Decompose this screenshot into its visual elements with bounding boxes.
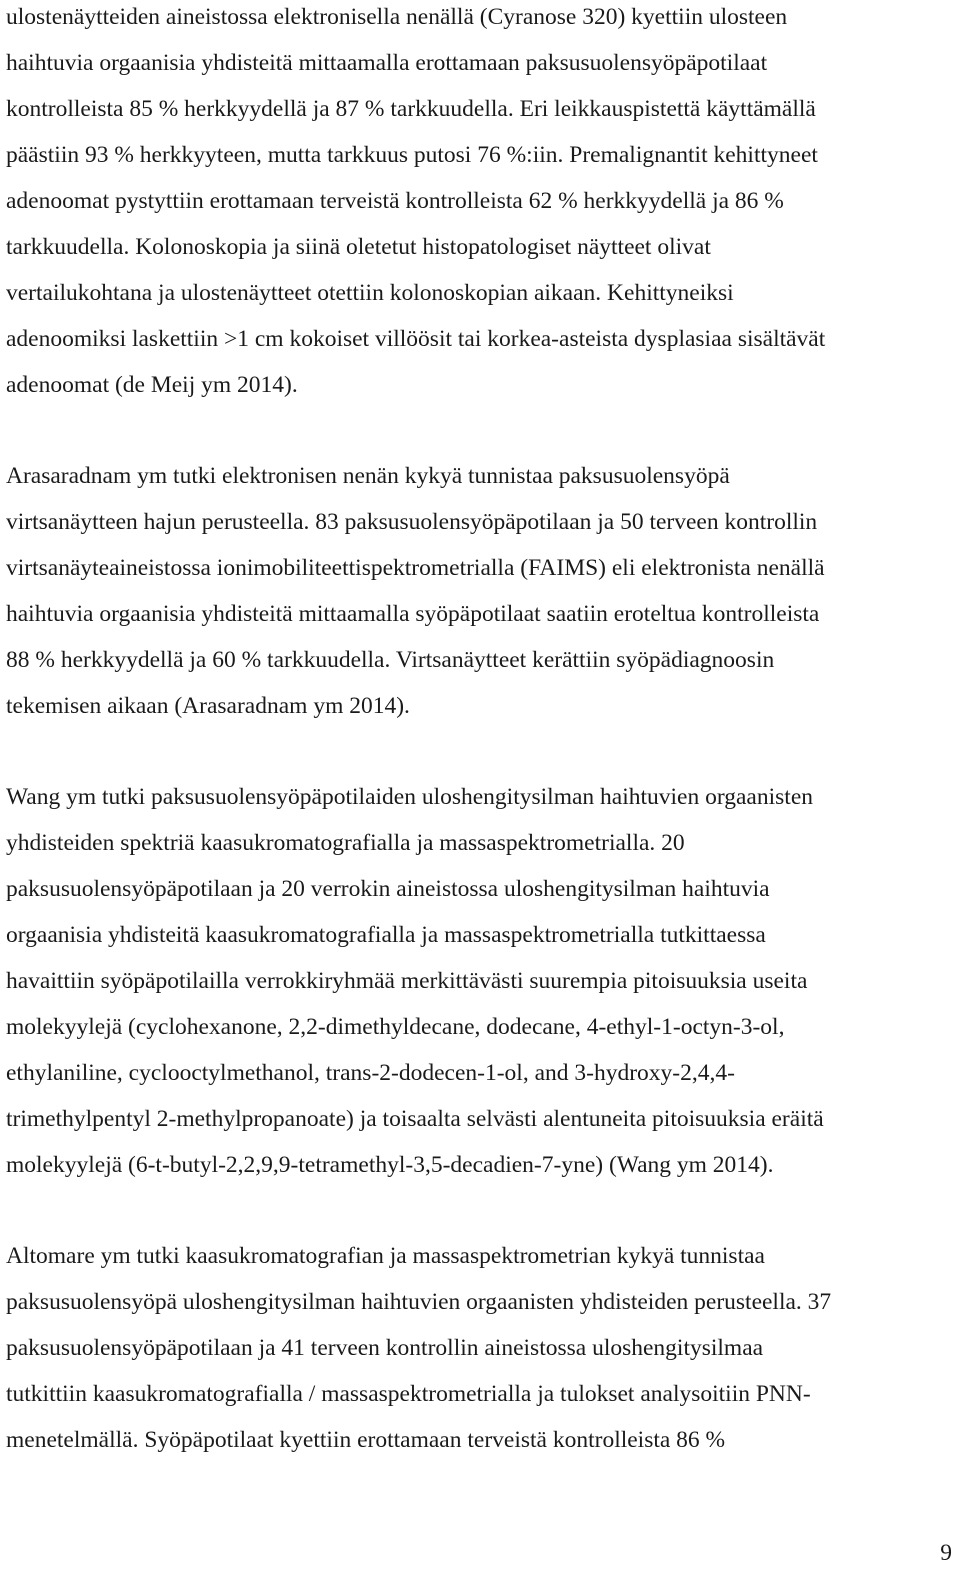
- text-line: Altomare ym tutki kaasukromatografian ja massaspektrometrian kykyä tunnistaa: [6, 1243, 765, 1269]
- text-line: päästiin 93 % herkkyyteen, mutta tarkkuus putosi 76 %:iin. Premalignantit kehittyneet: [6, 142, 818, 168]
- text-line: menetelmällä. Syöpäpotilaat kyettiin erottamaan terveistä kontrolleista 86 %: [6, 1427, 726, 1453]
- text-line: molekyylejä (6-t-butyl-2,2,9,9-tetramethyl-3,5-decadien-7-yne) (Wang ym 2014).: [6, 1152, 774, 1178]
- text-line: virtsanäyteaineistossa ionimobiliteettispektrometrialla (FAIMS) eli elektronista nenällä: [6, 555, 825, 581]
- text-line: ethylaniline, cyclooctylmethanol, trans-2-dodecen-1-ol, and 3-hydroxy-2,4,4-: [6, 1060, 735, 1086]
- text-line: adenoomat pystyttiin erottamaan terveistä kontrolleista 62 % herkkyydellä ja 86 %: [6, 188, 784, 214]
- text-line: havaittiin syöpäpotilailla verrokkiryhmää merkittävästi suurempia pitoisuuksia useita: [6, 968, 808, 994]
- text-line: trimethylpentyl 2-methylpropanoate) ja toisaalta selvästi alentuneita pitoisuuksia eräitä: [6, 1106, 824, 1132]
- text-line: molekyylejä (cyclohexanone, 2,2-dimethyldecane, dodecane, 4-ethyl-1-octyn-3-ol,: [6, 1014, 785, 1040]
- text-line: Arasaradnam ym tutki elektronisen nenän kykyä tunnistaa paksusuolensyöpä: [6, 463, 730, 489]
- text-line: adenoomiksi laskettiin >1 cm kokoiset villöösit tai korkea-asteista dysplasiaa sisältävät: [6, 326, 826, 352]
- text-line: paksusuolensyöpäpotilaan ja 41 terveen kontrollin aineistossa uloshengitysilmaa: [6, 1335, 764, 1361]
- text-line: adenoomat (de Meij ym 2014).: [6, 372, 298, 398]
- text-line: kontrolleista 85 % herkkyydellä ja 87 % tarkkuudella. Eri leikkauspistettä käyttämällä: [6, 96, 816, 122]
- text-line: virtsanäytteen hajun perusteella. 83 paksusuolensyöpäpotilaan ja 50 terveen kontrollin: [6, 509, 818, 535]
- text-line: paksusuolensyöpäpotilaan ja 20 verrokin aineistossa uloshengitysilman haihtuvia: [6, 876, 770, 902]
- text-line: tekemisen aikaan (Arasaradnam ym 2014).: [6, 693, 410, 719]
- text-line: tarkkuudella. Kolonoskopia ja siinä oletetut histopatologiset näytteet olivat: [6, 234, 711, 260]
- text-line: ulostenäytteiden aineistossa elektronisella nenällä (Cyranose 320) kyettiin ulosteen: [6, 4, 788, 30]
- text-line: tutkittiin kaasukromatografialla / massaspektrometrialla ja tulokset analysoitiin PNN-: [6, 1381, 811, 1407]
- text-line: vertailukohtana ja ulostenäytteet otettiin kolonoskopian aikaan. Kehittyneiksi: [6, 280, 734, 306]
- text-line: Wang ym tutki paksusuolensyöpäpotilaiden uloshengitysilman haihtuvien orgaanisten: [6, 784, 813, 810]
- text-line: 88 % herkkyydellä ja 60 % tarkkuudella. Virtsanäytteet kerättiin syöpädiagnoosin: [6, 647, 775, 673]
- text-line: haihtuvia orgaanisia yhdisteitä mittaamalla erottamaan paksusuolensyöpäpotilaat: [6, 50, 768, 76]
- text-line: paksusuolensyöpä uloshengitysilman haihtuvien orgaanisten yhdisteiden perusteella. 37: [6, 1289, 832, 1315]
- text-line: haihtuvia orgaanisia yhdisteitä mittaamalla syöpäpotilaat saatiin eroteltua kontrolleista: [6, 601, 820, 627]
- page-number: 9: [940, 1540, 952, 1566]
- text-line: yhdisteiden spektriä kaasukromatografialla ja massaspektrometrialla. 20: [6, 830, 685, 856]
- text-line: orgaanisia yhdisteitä kaasukromatografialla ja massaspektrometrialla tutkittaessa: [6, 922, 766, 948]
